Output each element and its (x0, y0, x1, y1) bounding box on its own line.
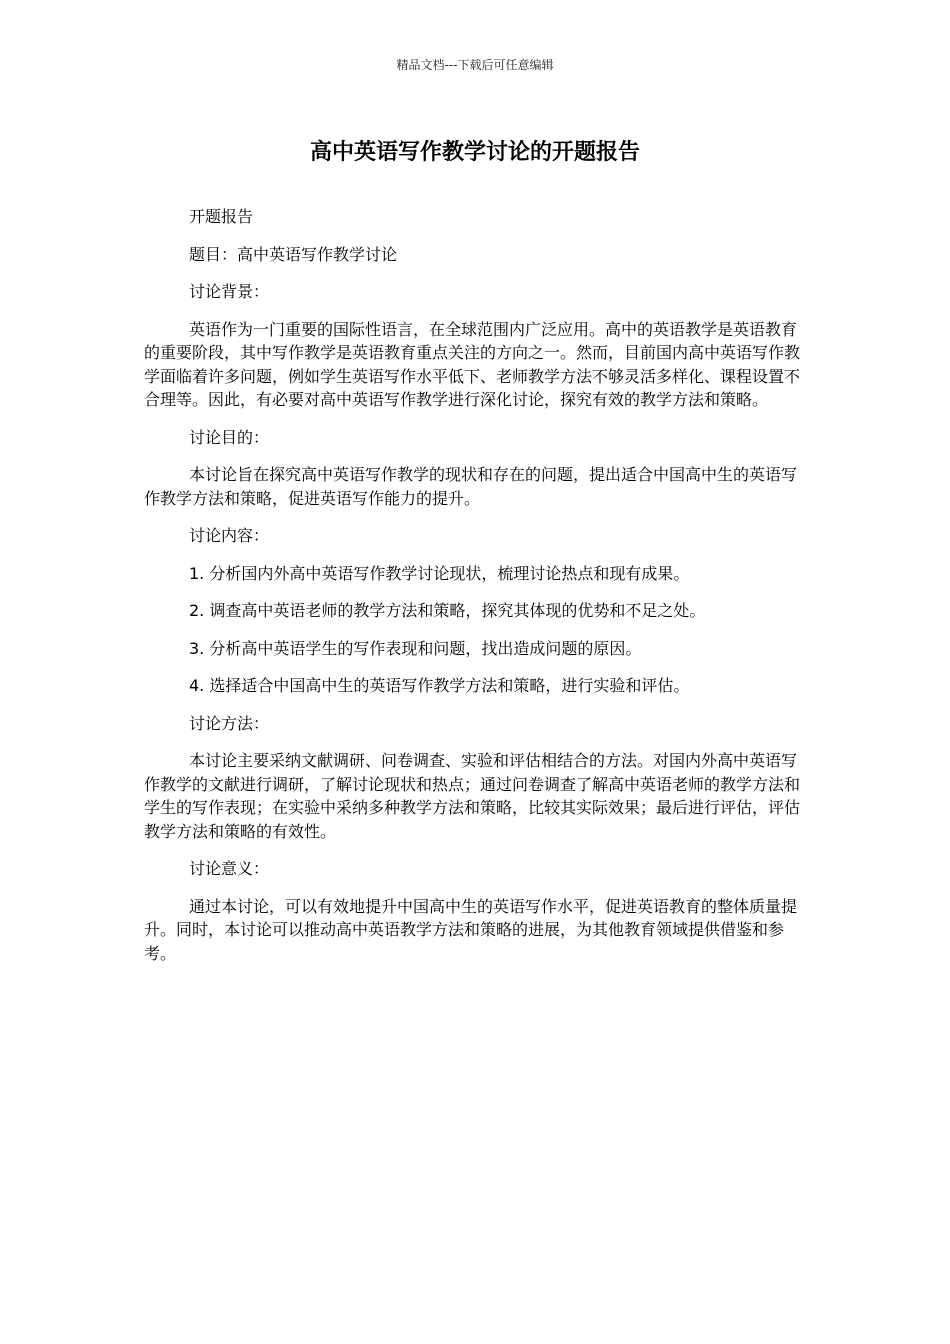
header-note: 精品文档---下载后可任意编辑 (396, 58, 554, 72)
section-heading-significance: 讨论意义： (189, 859, 270, 878)
document-title: 高中英语写作教学讨论的开题报告 (309, 140, 640, 165)
list-item-content-1: 1. 分析国内外高中英语写作教学讨论现状，梳理讨论热点和现有成果。 (189, 563, 690, 583)
paragraph-background: 英语作为一门重要的国际性语言，在全球范围内广泛应用。高中的英语教学是英语教育的重要阶段，其中写作教学是英语教育重点关注的方向之一。然而，目前国内高中英语写作教学面临着许多问题，例如学生英语写作水平低下、老师教学方法不够灵活多样化、课程设置不合理等。因此，有必要对高中英语写作教学进行深化讨论，探究有效的教学方法和策略。 (144, 319, 801, 409)
paragraph-purpose: 本讨论旨在探究高中英语写作教学的现状和存在的问题，提出适合中国高中生的英语写作教学方法和策略，促进英语写作能力的提升。 (144, 465, 798, 508)
section-heading-purpose: 讨论目的： (189, 427, 270, 447)
list-item-content-2: 2. 调查高中英语老师的教学方法和策略，探究其体现的优势和不足之处。 (189, 601, 706, 620)
paragraph-method: 本讨论主要采纳文献调研、问卷调查、实验和评估相结合的方法。对国内外高中英语写作教学的文献进行调研，了解讨论现状和热点；通过问卷调查了解高中英语老师的教学方法和学生的写作表现；在实验中采纳多种教学方法和策略，比较其实际效果；最后进行评估，评估教学方法和策略的有效性。 (144, 751, 801, 841)
paragraph-significance: 通过本讨论，可以有效地提升中国高中生的英语写作水平，促进英语教育的整体质量提升。同时，本讨论可以推动高中英语教学方法和策略的进展，为其他教育领域提供借鉴和参考。 (144, 896, 798, 963)
section-heading-content: 讨论内容： (189, 526, 270, 545)
paragraph-heading-report: 开题报告 (189, 207, 254, 226)
list-item-content-4: 4. 选择适合中国高中生的英语写作教学方法和策略，进行实验和评估。 (189, 676, 690, 695)
section-heading-background: 讨论背景： (189, 282, 270, 301)
list-item-content-3: 3. 分析高中英语学生的写作表现和问题，找出造成问题的原因。 (189, 638, 642, 658)
section-heading-method: 讨论方法： (189, 713, 270, 733)
paragraph-topic: 题目：高中英语写作教学讨论 (189, 244, 398, 264)
document-body (144, 205, 806, 979)
